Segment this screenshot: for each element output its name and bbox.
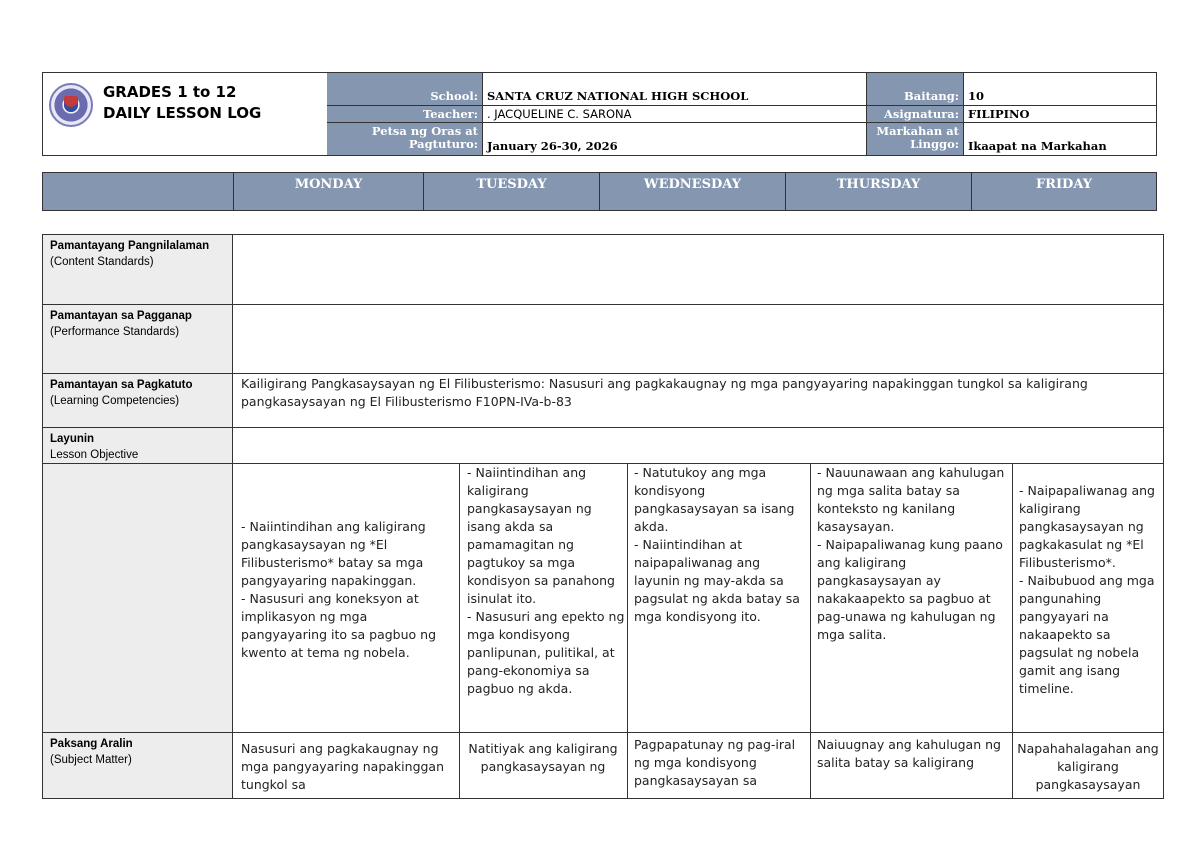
subject-matter-title: Paksang Aralin [50, 738, 133, 750]
teacher-value: . JACQUELINE C. SARONA [483, 106, 867, 123]
date-label-line2: Pagtuturo: [408, 137, 478, 151]
quarter-label [867, 123, 964, 155]
performance-standards-subtitle: (Performance Standards) [50, 326, 180, 338]
day-header-bar [42, 172, 1157, 211]
school-label: School: [327, 73, 483, 106]
day-monday: MONDAY [233, 173, 423, 210]
learning-competencies-label [43, 374, 233, 428]
objectives-monday: - Naiintindihan ang kaligirang pangkasaysayan ng *El Filibusterismo* batay sa mga pangyayaring napakinggan. - Nasusuri ang koneksyon at implikasyon ng mga pangyayaring ito sa pagbuo ng kwento at tema ng nobela. [241, 519, 437, 660]
title-line-1: GRADES 1 to 12 [103, 83, 237, 101]
objective-subtitle: Lesson Objective [50, 449, 139, 461]
subject-matter-monday: Nasusuri ang pagkakaugnay ng mga pangyayaring napakinggan tungkol sa [241, 741, 445, 792]
subject-matter-friday: Napahahalagahan ang kaligirang pangkasaysayan [1017, 741, 1159, 792]
title-cell [43, 73, 328, 155]
subject-matter-thursday: Naiuugnay ang kahulugan ng salita batay sa kaligirang [817, 737, 1001, 770]
subject-value: FILIPINO [964, 106, 1156, 123]
performance-standards-label [43, 305, 233, 374]
daily-objectives-label [43, 464, 233, 732]
subject-matter-label [43, 733, 233, 799]
teacher-label: Teacher: [327, 106, 483, 123]
grade-value: 10 [964, 73, 1156, 106]
learning-competencies-text: Kailigirang Pangkasaysayan ng El Filibusterismo: Nasusuri ang pagkakaugnay ng mga pangyayaring napakinggan tungkol sa kaligirang pangkasaysayan ng El Filibusterismo F10PN-IVa-b-83 [241, 376, 1088, 409]
quarter-label-line1: Markahan at [876, 124, 959, 138]
column-divider [1012, 464, 1013, 732]
performance-standards-title: Pamantayan sa Pagganap [50, 310, 192, 322]
school-value: SANTA CRUZ NATIONAL HIGH SCHOOL [483, 73, 867, 106]
content-standards-subtitle: (Content Standards) [50, 256, 154, 268]
objective-label [43, 428, 233, 464]
title-line-2: DAILY LESSON LOG [103, 104, 262, 122]
objectives-wednesday: - Natutukoy ang mga kondisyong pangkasaysayan sa isang akda. - Naiintindihan at naipapaliwanag ang layunin ng may-akda sa pagsulat ng akda batay sa mga kondisyong ito. [634, 465, 800, 624]
learning-competencies-title: Pamantayan sa Pagkatuto [50, 379, 193, 391]
column-divider [459, 733, 460, 799]
learning-competencies-subtitle: (Learning Competencies) [50, 395, 180, 407]
objectives-thursday: - Nauunawaan ang kahulugan ng mga salita batay sa konteksto ng kanilang kasaysayan. - Naipapaliwanag kung paano ang kaligirang pangkasaysayan ay nakakaapekto sa pagbuo at pag-unawa ng kahulugan ng mga salita. [817, 465, 1005, 642]
lesson-log-table [42, 234, 1164, 799]
day-tuesday: TUESDAY [423, 173, 599, 210]
date-label [327, 123, 483, 155]
objective-title: Layunin [50, 433, 95, 445]
column-divider [459, 464, 460, 732]
quarter-value: Ikaapat na Markahan [968, 139, 1107, 153]
column-divider [627, 733, 628, 799]
subject-matter-wednesday: Pagpapatunay ng pag-iral ng mga kondisyong pangkasaysayan sa [634, 737, 796, 788]
date-label-line1: Petsa ng Oras at [371, 124, 478, 138]
column-divider [627, 464, 628, 732]
objectives-friday: - Naipapaliwanag ang kaligirang pangkasaysayan ng pagkakasulat ng *El Filibusterismo*. - Naibubuod ang mga pangunahing pangyayari na nakaapekto sa pagsulat ng nobela gamit ang isang timeline. [1019, 483, 1155, 696]
column-divider [810, 464, 811, 732]
day-friday: FRIDAY [971, 173, 1156, 210]
subject-matter-subtitle: (Subject Matter) [50, 754, 132, 766]
subject-matter-tuesday: Natitiyak ang kaligirang pangkasaysayan ng [468, 741, 618, 774]
column-divider [810, 733, 811, 799]
objectives-tuesday: - Naiintindihan ang kaligirang pangkasaysayan ng isang akda sa pamamagitan ng pagtukoy sa mga kondisyon sa panahong isinulat ito. - Nasusuri ang epekto ng mga kondisyong panlipunan, pulitikal, at pang-ekonomiya sa pagbuo ng akda. [467, 465, 625, 696]
content-standards-label [43, 235, 233, 305]
column-divider [1012, 733, 1013, 799]
lesson-log-header [42, 72, 1157, 156]
content-standards-title: Pamantayang Pangnilalaman [50, 240, 210, 252]
grade-label: Baitang: [867, 73, 964, 106]
deped-seal-icon [49, 83, 93, 127]
date-value: January 26-30, 2026 [483, 123, 867, 155]
subject-label: Asignatura: [867, 106, 964, 123]
day-wednesday: WEDNESDAY [599, 173, 785, 210]
quarter-label-line2: Linggo: [910, 137, 959, 151]
day-thursday: THURSDAY [785, 173, 971, 210]
